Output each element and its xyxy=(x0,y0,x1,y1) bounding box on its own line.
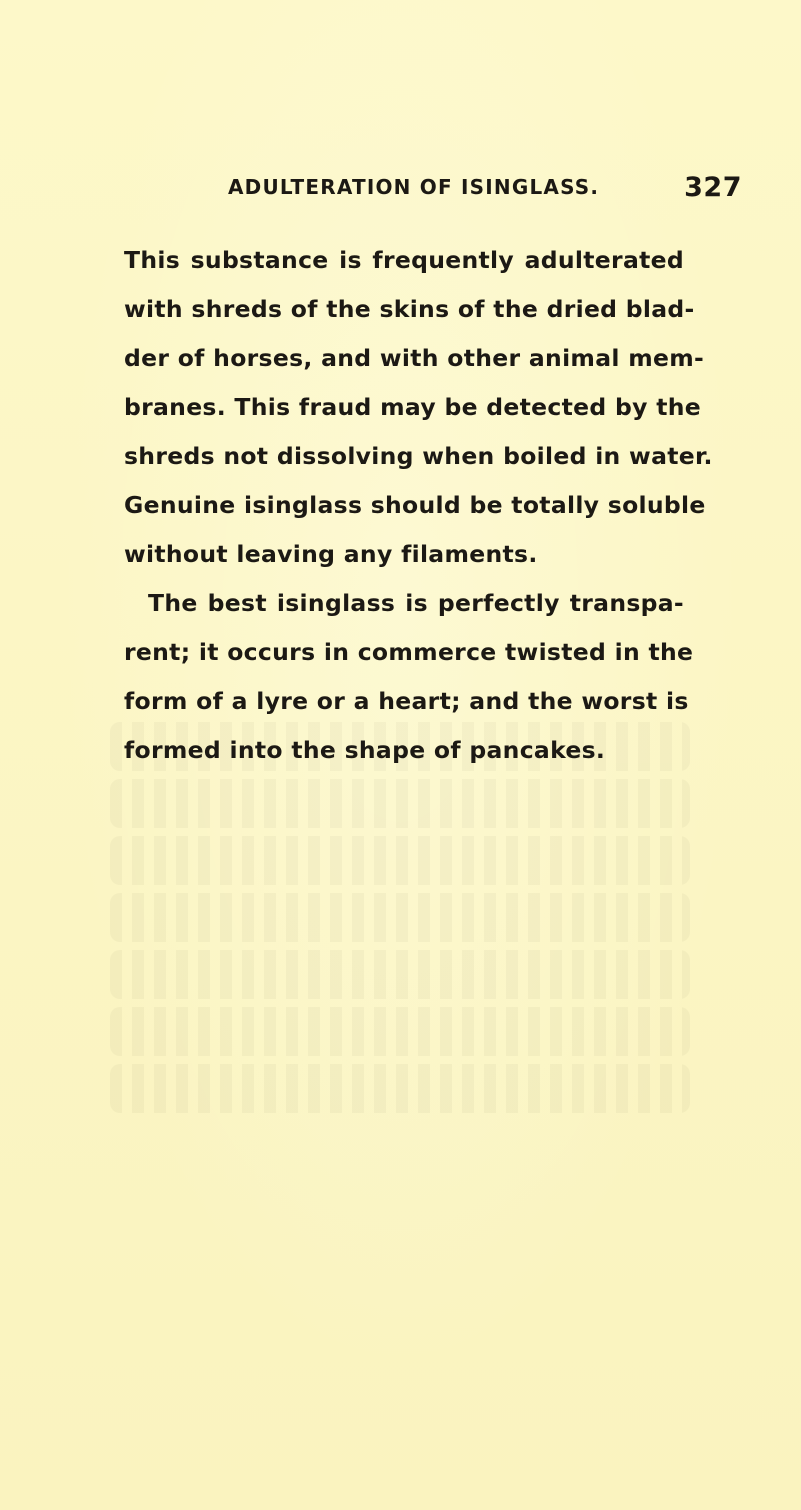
text-line: Genuine isinglass should be totally soluble xyxy=(124,491,706,519)
text-line: rent; it occurs in commerce twisted in the xyxy=(124,638,694,666)
running-head xyxy=(228,172,742,202)
body-text xyxy=(124,236,713,775)
text-line: with shreds of the skins of the dried blad- xyxy=(124,295,695,323)
text-line: without leaving any filaments. xyxy=(124,540,538,568)
show-through-texture xyxy=(110,722,690,1142)
running-title: ADULTERATION OF ISINGLASS. xyxy=(228,175,600,199)
text-line: The best isinglass is perfectly transpa- xyxy=(148,589,684,617)
page-number: 327 xyxy=(684,172,742,203)
text-line: This substance is frequently adulterated xyxy=(124,246,684,274)
text-line: der of horses, and with other animal mem- xyxy=(124,344,705,372)
text-line: form of a lyre or a heart; and the worst is xyxy=(124,687,689,715)
text-line: shreds not dissolving when boiled in water. xyxy=(124,442,713,470)
text-line: branes. This fraud may be detected by the xyxy=(124,393,702,421)
text-line: formed into the shape of pancakes. xyxy=(124,736,606,764)
